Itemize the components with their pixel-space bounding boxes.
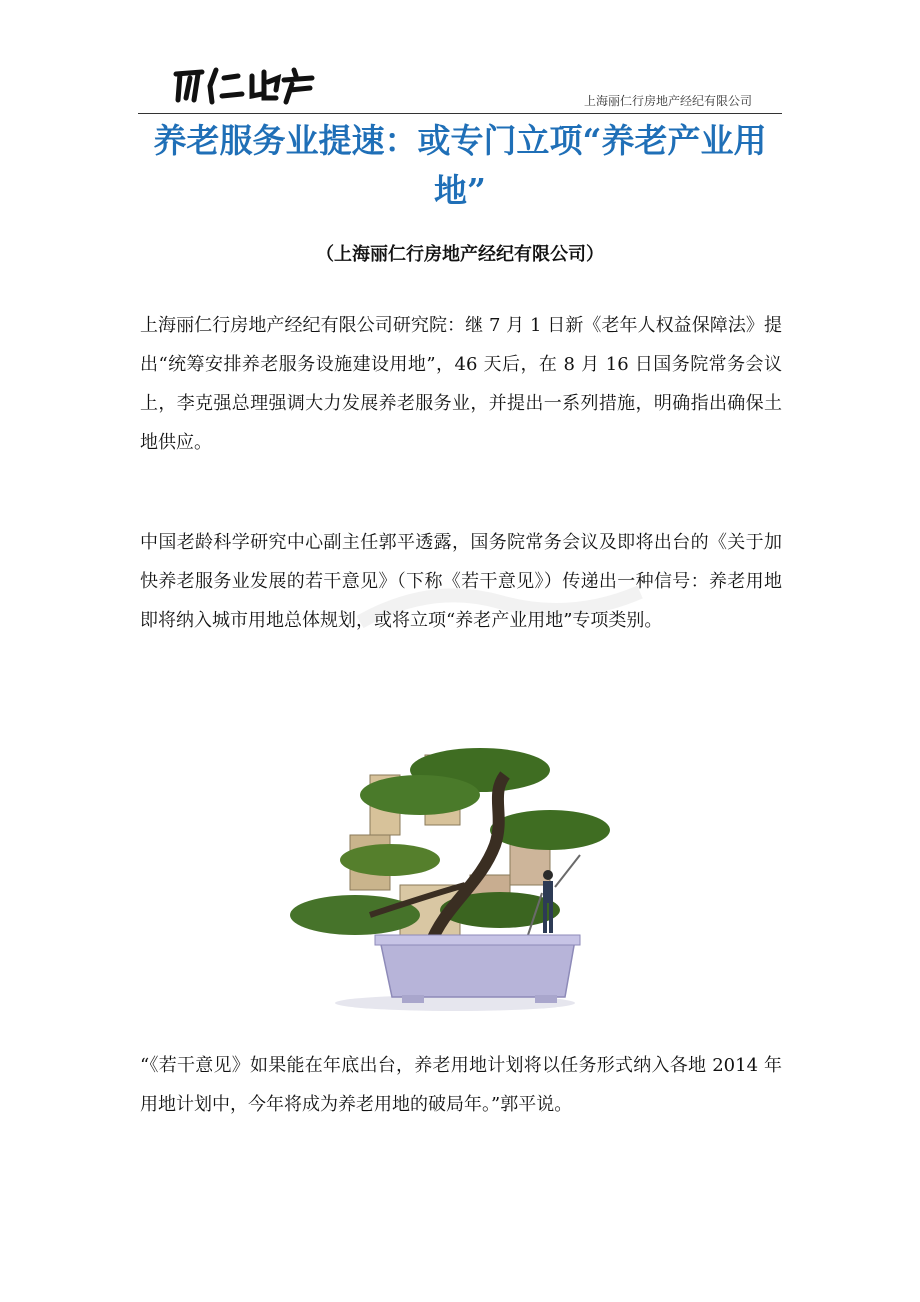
header-company-name: 上海丽仁行房地产经纪有限公司 bbox=[583, 94, 752, 108]
page-title: 养老服务业提速：或专门立项“养老产业用地” bbox=[153, 121, 767, 210]
paragraph-2: 中国老龄科学研究中心副主任郭平透露，国务院常务会议及即将出台的《关于加快养老服务业发展的若干意见》（下称《若干意见》）传递出一种信号：养老用地即将纳入城市用地总体规划，或将立项“养老产业用地”专项类别。 bbox=[140, 532, 782, 631]
bonsai-illustration bbox=[280, 735, 625, 1015]
page-header bbox=[138, 62, 782, 114]
header-divider bbox=[138, 113, 782, 114]
paragraph-1: 上海丽仁行房地产经纪有限公司研究院：继 7 月 1 日新《老年人权益保障法》提出“统筹安排养老服务设施建设用地”，46 天后，在 8 月 16 日国务院常务会议上，李克强总理强调大力发展养老服务业，并提出一系列措施，明确指出确保土地供应。 bbox=[140, 315, 782, 453]
bonsai-pot bbox=[380, 940, 575, 997]
page-subtitle: （上海丽仁行房地产经纪有限公司） bbox=[316, 244, 604, 265]
paragraph-3: “《若干意见》如果能在年底出台，养老用地计划将以任务形式纳入各地 2014 年用地计划中，今年将成为养老用地的破局年。”郭平说。 bbox=[140, 1055, 782, 1115]
company-logo bbox=[172, 64, 322, 108]
